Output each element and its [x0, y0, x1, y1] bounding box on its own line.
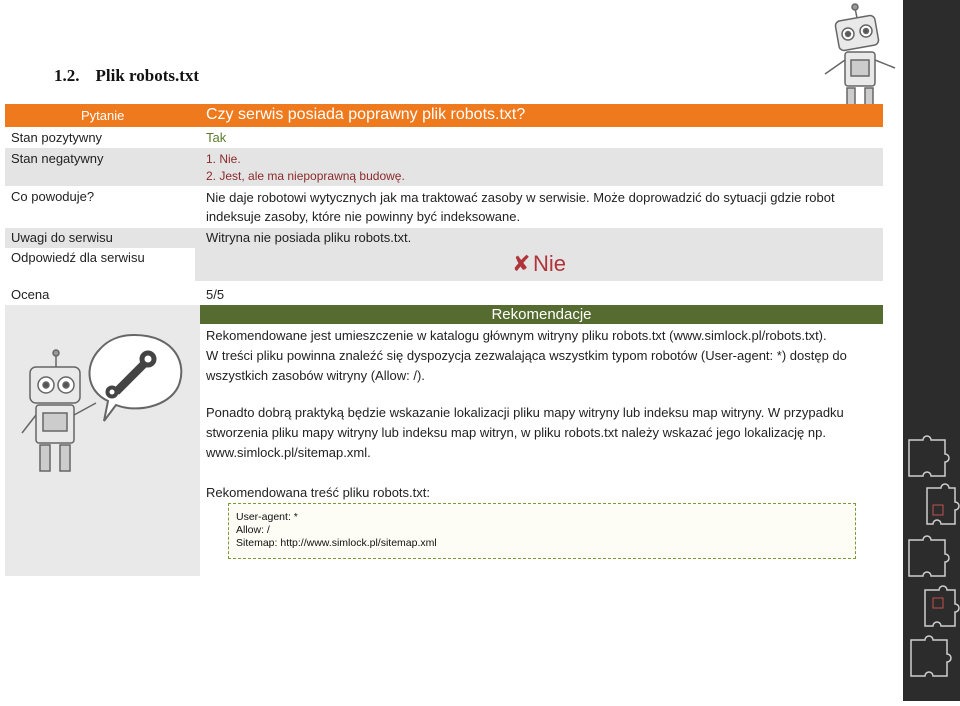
cause-line: Nie daje robotowi wytycznych jak ma traktować zasoby w serwisie. Może doprowadzić do sytuacji gdzie robot — [206, 190, 835, 205]
puzzle-pieces-icon — [903, 0, 960, 701]
question-row — [5, 104, 883, 127]
question-text: Czy serwis posiada poprawny plik robots.txt? — [206, 106, 526, 123]
remarks-label: Uwagi do serwisu — [11, 230, 113, 245]
recommendations-header — [200, 305, 883, 324]
answer-label: Odpowiedź dla serwisu — [11, 250, 145, 265]
section-title: Plik robots.txt — [95, 66, 200, 85]
rating-label: Ocena — [11, 287, 50, 302]
negative-row — [5, 148, 883, 186]
cause-row — [5, 186, 883, 228]
paragraph-line: Ponadto dobrą praktyką będzie wskazanie lokalizacji pliku mapy witryny lub indeksu map witryny. W przypadku — [206, 405, 844, 420]
robots-content-label: Rekomendowana treść pliku robots.txt: — [206, 485, 430, 500]
paragraph-line: stworzenia pliku mapy witryny lub indeksu map witryn, w pliku robots.txt należy wskazać jego lokalizację np. — [206, 425, 826, 440]
negative-label: Stan negatywny — [11, 151, 104, 166]
rating-value: 5/5 — [206, 287, 225, 302]
rating-row — [5, 284, 883, 306]
answer-value: Nie — [533, 251, 567, 276]
paragraph-line: wszystkich zasobów witryny (Allow: /). — [206, 368, 425, 383]
cause-label: Co powoduje? — [11, 189, 95, 204]
negative-item: 1. Nie. — [206, 152, 241, 166]
remarks-row — [5, 228, 883, 248]
cause-line: indeksuje zasoby, które nie powinny być indeksowane. — [206, 209, 521, 224]
recommendations-title: Rekomendacje — [491, 306, 592, 323]
code-line: Allow: / — [236, 524, 270, 536]
decorative-sidebar — [903, 0, 960, 701]
cross-icon: ✘ — [512, 251, 531, 276]
answer-cell — [195, 248, 883, 281]
code-line: User-agent: * — [236, 511, 298, 523]
code-line: Sitemap: http://www.simlock.pl/sitemap.xml — [236, 537, 437, 549]
negative-item: 2. Jest, ale ma niepoprawną budowę. — [206, 169, 405, 183]
robot-illustration-top — [815, 2, 903, 120]
paragraph-line: www.simlock.pl/sitemap.xml. — [206, 445, 371, 460]
recommendation-paragraph-2 — [206, 403, 844, 463]
section-number: 1.2. — [54, 66, 80, 85]
remarks-value: Witryna nie posiada pliku robots.txt. — [206, 230, 412, 245]
paragraph-line: W treści pliku powinna znaleźć się dyspozycja zezwalająca wszystkim typom robotów (User-agent: *) dostęp do — [206, 348, 847, 363]
positive-value: Tak — [206, 130, 227, 145]
robot-wrench-illustration — [16, 325, 192, 475]
robots-code-box — [228, 503, 856, 559]
section-heading — [54, 66, 199, 86]
positive-label: Stan pozytywny — [11, 130, 103, 145]
answer-row — [5, 248, 883, 281]
recommendation-paragraph-1 — [206, 326, 847, 386]
paragraph-line: Rekomendowane jest umieszczenie w katalogu głównym witryny pliku robots.txt (www.simlock.pl/robots.txt). — [206, 328, 827, 343]
positive-row — [5, 127, 883, 148]
question-label: Pytanie — [81, 108, 125, 123]
